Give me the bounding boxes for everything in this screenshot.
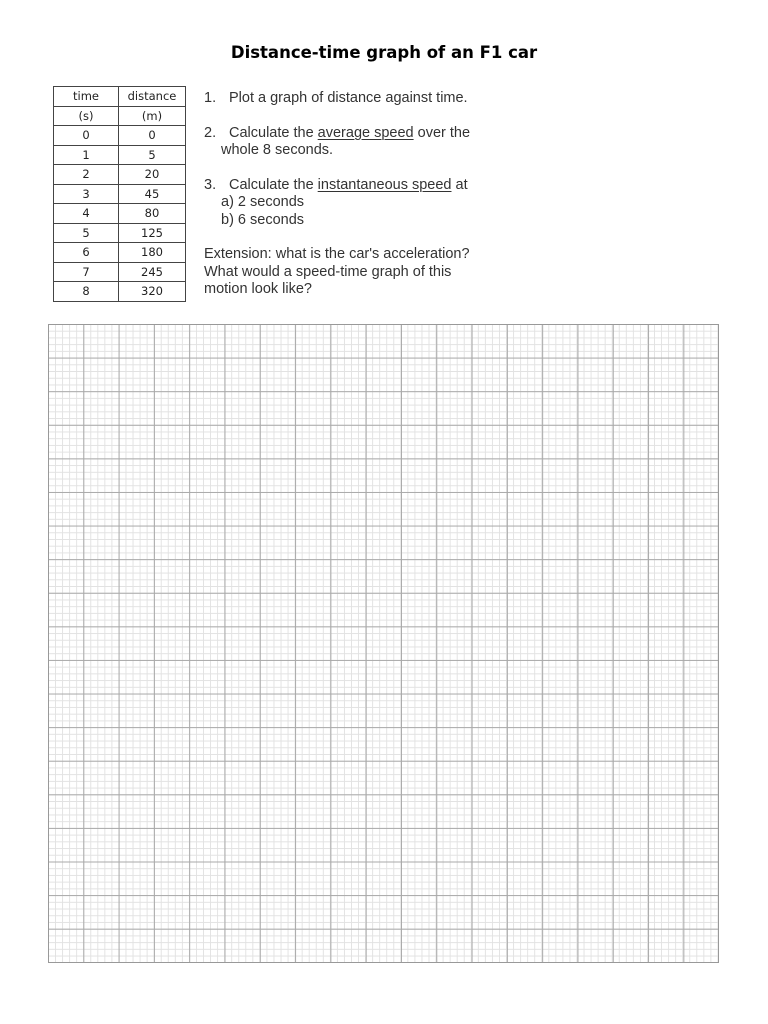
question-2 [204,125,524,143]
distance-cell: 125 [119,223,186,243]
time-cell: 3 [54,184,119,204]
table-row [54,126,186,146]
table-row [54,282,186,302]
extension-line-1: Extension: what is the car's acceleration? [204,246,470,262]
question-1-text: Plot a graph of distance against time. [229,90,468,106]
data-table [53,86,186,302]
time-cell: 1 [54,145,119,165]
question-2-text [229,125,470,143]
header-time: time [54,87,119,107]
question-3-pre: Calculate the [229,176,318,193]
question-3-post: at [451,176,468,193]
distance-cell: 180 [119,243,186,263]
question-2-pre: Calculate the [229,124,318,141]
table-row [54,204,186,224]
question-1 [204,90,524,108]
question-3a: a) 2 seconds [221,194,305,210]
table-row [54,165,186,185]
page-title: Distance-time graph of an F1 car [230,43,538,62]
table-row [54,262,186,282]
question-3b: b) 6 seconds [221,211,305,228]
time-cell: 0 [54,126,119,146]
table-header-row [54,87,186,107]
table-row [54,243,186,263]
time-cell: 2 [54,165,119,185]
extension-line-3: motion look like? [204,281,312,297]
distance-cell: 80 [119,204,186,224]
time-cell: 4 [54,204,119,224]
time-cell: 8 [54,282,119,302]
average-speed-term: average speed [317,124,414,141]
distance-cell: 20 [119,165,186,185]
table-row [54,145,186,165]
question-1-number: 1. [204,90,217,106]
graph-paper [48,324,719,963]
extension-line-2: What would a speed-time graph of this [204,263,452,280]
time-cell: 7 [54,262,119,282]
table-row [54,223,186,243]
distance-cell: 245 [119,262,186,282]
unit-distance: (m) [119,106,186,126]
question-3-text [229,177,468,195]
question-3 [204,177,524,195]
time-cell: 6 [54,243,119,263]
question-3-number: 3. [204,176,217,193]
unit-time: (s) [54,106,119,126]
table-unit-row [54,106,186,126]
distance-cell: 45 [119,184,186,204]
question-2-number: 2. [204,124,217,141]
header-distance: distance [119,87,186,107]
instantaneous-speed-term: instantaneous speed [317,176,452,193]
question-2-post: over the [413,124,471,141]
distance-cell: 0 [119,126,186,146]
instructions [204,90,524,299]
table-row [54,184,186,204]
distance-cell: 320 [119,282,186,302]
question-2-line2: whole 8 seconds. [221,142,334,158]
time-cell: 5 [54,223,119,243]
distance-cell: 5 [119,145,186,165]
